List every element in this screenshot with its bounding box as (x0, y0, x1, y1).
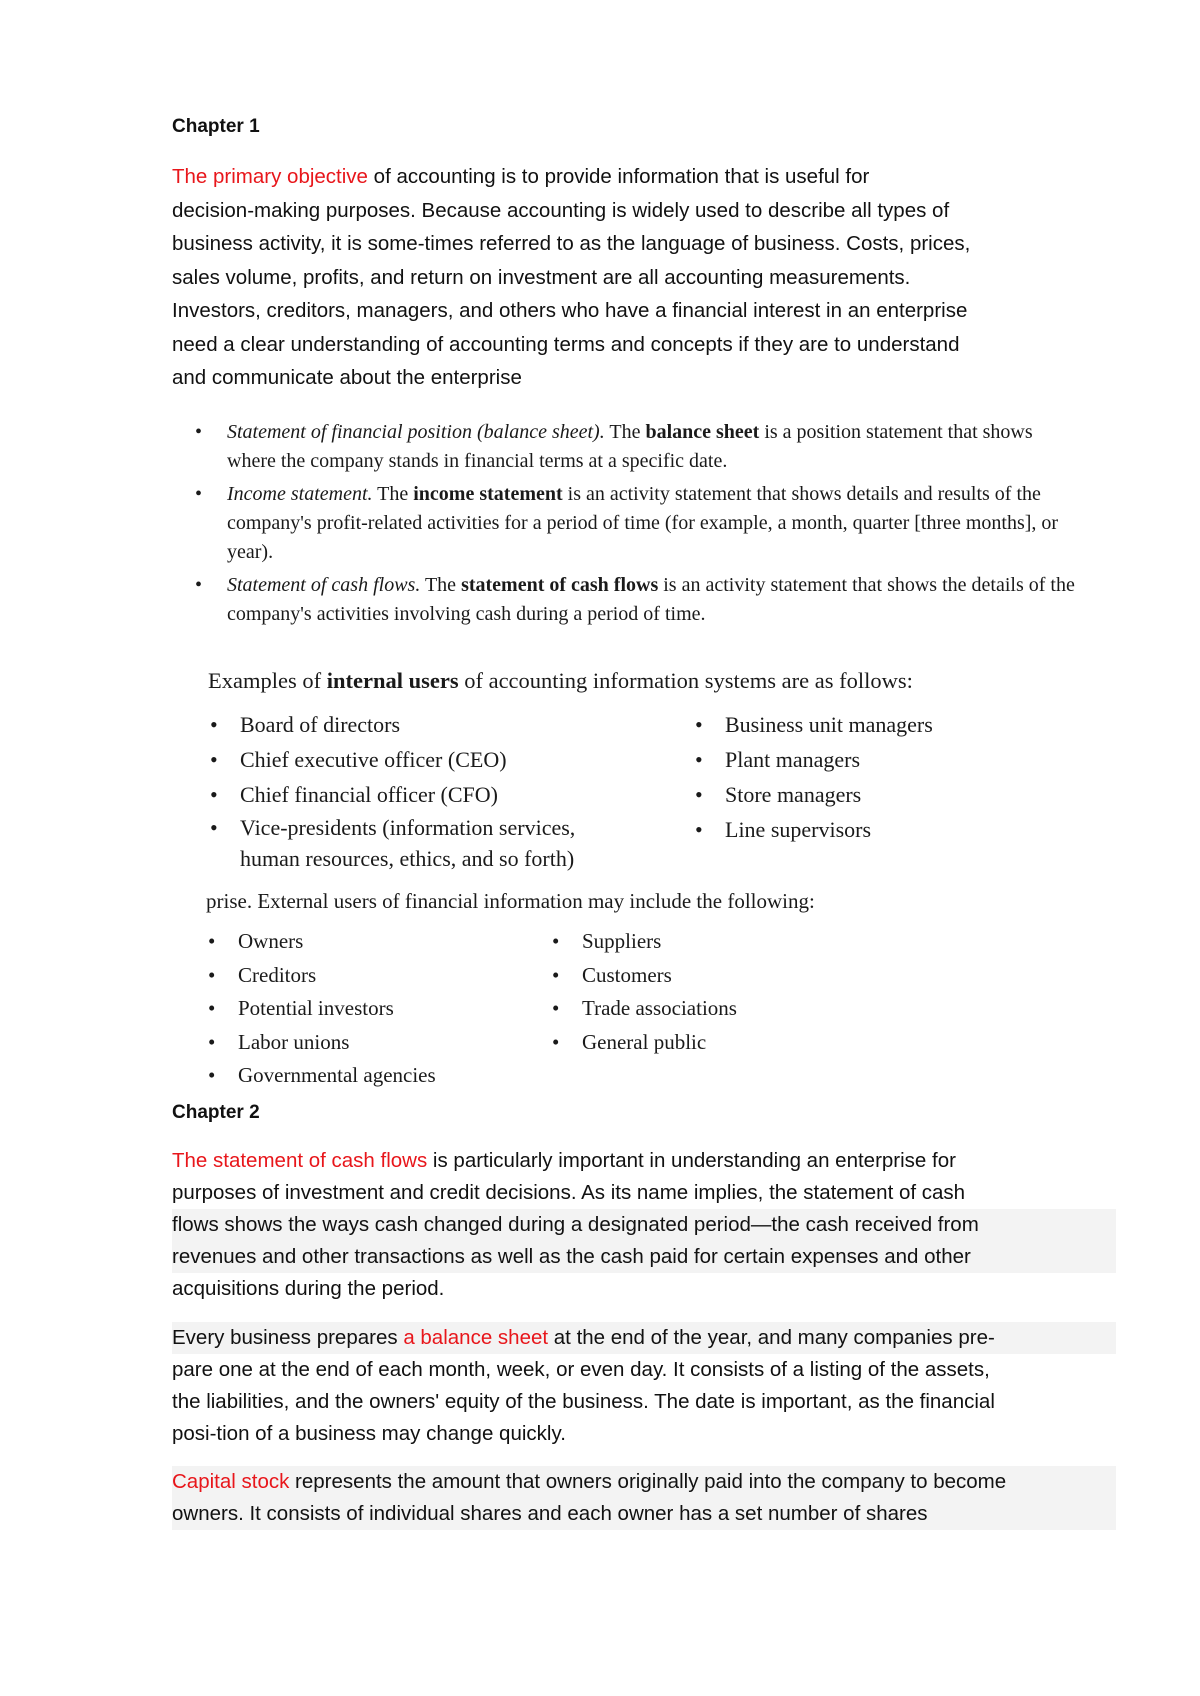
list-item: • Creditors (208, 962, 317, 987)
balance-sheet-paragraph: Every business prepares a balance sheet at the end of the year, and many companies pre- pare one at the end of each month, week, or even day. It consists of a listing of the assets, the liabilities, and the owners' equity of the business. The date is important, as the financial posi-tion of a business may change quickly. (172, 1322, 1116, 1450)
chapter-1-paragraph: The primary objective of accounting is to provide information that is useful for decision-making purposes. Because accounting is widely used to describe all types of business activity, it is some-times referred to as the language of business. Costs, prices, sales volume, profits, and return on investment are all accounting measurements. Investors, creditors, managers, and others who have a financial interest in an enterprise need a clear understanding of accounting terms and concepts if they are to understand and communicate about the enterprise (172, 165, 971, 389)
list-item: • Board of directors (210, 712, 401, 737)
list-item: • Chief financial officer (CFO) (210, 782, 499, 807)
list-item: • General public (552, 1029, 707, 1054)
external-users-right-list (552, 925, 852, 1059)
capital-stock-paragraph: Capital stock represents the amount that owners originally paid into the company to become owners. It consists of individual shares and each owner has a set number of shares (172, 1466, 1116, 1530)
list-item: • Income statement. The income statement is an activity statement that shows details and results of the company's profit-related activities for a period of time (for example, a month, quarter [three months], or year). (195, 483, 1059, 563)
list-item: • Customers (552, 962, 672, 987)
external-users-left-list (208, 925, 538, 1093)
list-item: • Trade associations (552, 996, 737, 1020)
primary-objective-highlight: The primary objective (172, 165, 368, 188)
list-item: • Statement of cash flows. The statement of cash flows is an activity statement that shows the details of the company's activities involving cash during a period of time. (195, 574, 1075, 625)
capital-stock-highlight: Capital stock (172, 1470, 290, 1493)
list-item: • Plant managers (695, 747, 861, 772)
list-item: • Vice-presidents (information services, human resources, ethics, and so forth) (210, 815, 576, 871)
balance-sheet-highlight: a balance sheet (403, 1326, 549, 1349)
internal-users-right-list (695, 707, 1015, 847)
internal-users-left-list (210, 707, 650, 874)
list-item: • Potential investors (208, 996, 394, 1020)
list-item: • Suppliers (552, 929, 662, 953)
list-item: • Chief executive officer (CEO) (210, 747, 507, 772)
list-item: • Owners (208, 929, 304, 953)
cash-flows-paragraph: The statement of cash flows is particularly important in understanding an enterprise for purposes of investment and credit decisions. As its name implies, the statement of cash flows shows the ways cash changed during a designated period—the cash received from revenues and other transactions as well as the cash paid for certain expenses and other acquisitions during the period. (172, 1145, 1116, 1305)
cash-flows-highlight: The statement of cash flows (172, 1149, 428, 1172)
list-item: • Labor unions (208, 1029, 350, 1054)
external-users-intro: prise. External users of financial information may include the following: (206, 889, 815, 913)
chapter-2-heading: Chapter 2 (172, 1102, 260, 1123)
list-item: • Business unit managers (695, 712, 933, 737)
list-item: • Governmental agencies (208, 1063, 436, 1087)
financial-statements-list (195, 418, 1085, 633)
internal-users-intro: Examples of internal users of accounting information systems are as follows: (208, 668, 913, 693)
chapter-1-heading: Chapter 1 (172, 116, 260, 137)
list-item: • Store managers (695, 782, 862, 807)
list-item: • Statement of financial position (balance sheet). The balance sheet is a position statement that shows where the company stands in financial terms at a specific date. (195, 421, 1033, 472)
list-item: • Line supervisors (695, 817, 872, 842)
